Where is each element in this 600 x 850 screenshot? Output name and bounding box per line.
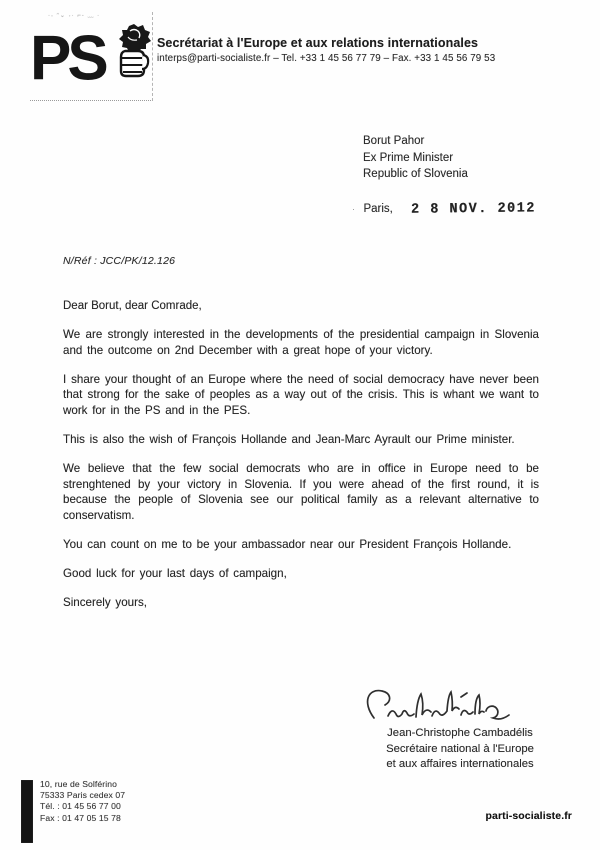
signatory-block	[340, 726, 580, 773]
letterhead-contact: interps@parti-socialiste.fr – Tel. +33 1 45 56 77 79 – Fax. +33 1 45 56 79 53	[157, 53, 496, 64]
address-city: 75333 Paris cedex 07	[40, 790, 126, 801]
date-city: Paris,	[363, 203, 393, 215]
recipient-name: Borut Pahor	[363, 135, 425, 147]
paragraph: You can count on me to be your ambassador near our President François Hollande.	[63, 537, 512, 551]
address-fax: Fax : 01 47 05 15 78	[40, 812, 121, 823]
paragraph: This is also the wish of François Hollande and Jean-Marc Ayrault our Prime minister.	[63, 432, 515, 446]
signatory-title: et aux affaires internationales	[386, 758, 534, 770]
letter-body	[63, 327, 539, 623]
dateline	[352, 199, 536, 217]
paragraph: Good luck for your last days of campaign,	[63, 566, 287, 580]
scan-mark: ·	[352, 204, 355, 214]
address-phone: Tél. : 01 45 56 77 00	[40, 801, 121, 812]
address-street: 10, rue de Solférino	[40, 779, 118, 789]
letterhead-title: Secrétariat à l'Europe et aux relations internationales	[157, 36, 479, 50]
footer-website: parti-socialiste.fr	[485, 810, 572, 822]
paragraph: Sincerely yours,	[63, 595, 147, 609]
signatory-title: Secrétaire national à l'Europe	[386, 742, 534, 755]
signatory-name: Jean-Christophe Cambadélis	[387, 727, 533, 739]
date-stamp: 2 8 NOV. 2012	[411, 200, 537, 219]
paragraph: We believe that the few social democrats who are in office in Europe need to be strenghtened by your victory in Slovenia. If you were ahead of the first round, it is because the people of Slovenia see our political family as a relevant alternative to conservatism.	[63, 461, 539, 523]
fist-and-rose-icon	[113, 22, 155, 91]
footer-accent-bar	[21, 780, 33, 843]
ps-logo	[30, 12, 153, 101]
reference-line: N/Réf : JCC/PK/12.126	[63, 255, 176, 267]
paragraph: I share your thought of an Europe where the need of social democracy have never been that strong for the sake of peoples as a way out of the crisis. This is whant we want to work for in the PS and in the PES.	[63, 372, 539, 418]
recipient-title: Ex Prime Minister	[363, 151, 454, 164]
salutation: Dear Borut, dear Comrade,	[63, 300, 202, 312]
recipient-block	[363, 133, 468, 183]
recipient-country: Republic of Slovenia	[363, 168, 468, 180]
pencil-annotation: ·˖ ᵔ⌄ ˖· ⌐- ﹏ ·	[48, 13, 101, 19]
paragraph: We are strongly interested in the developments of the presidential campaign in Slovenia and the outcome on 2nd December with a great hope of your victory.	[63, 328, 539, 357]
letterhead	[157, 36, 577, 64]
ps-logo-letters: PS	[30, 23, 105, 94]
footer-address	[40, 779, 125, 824]
